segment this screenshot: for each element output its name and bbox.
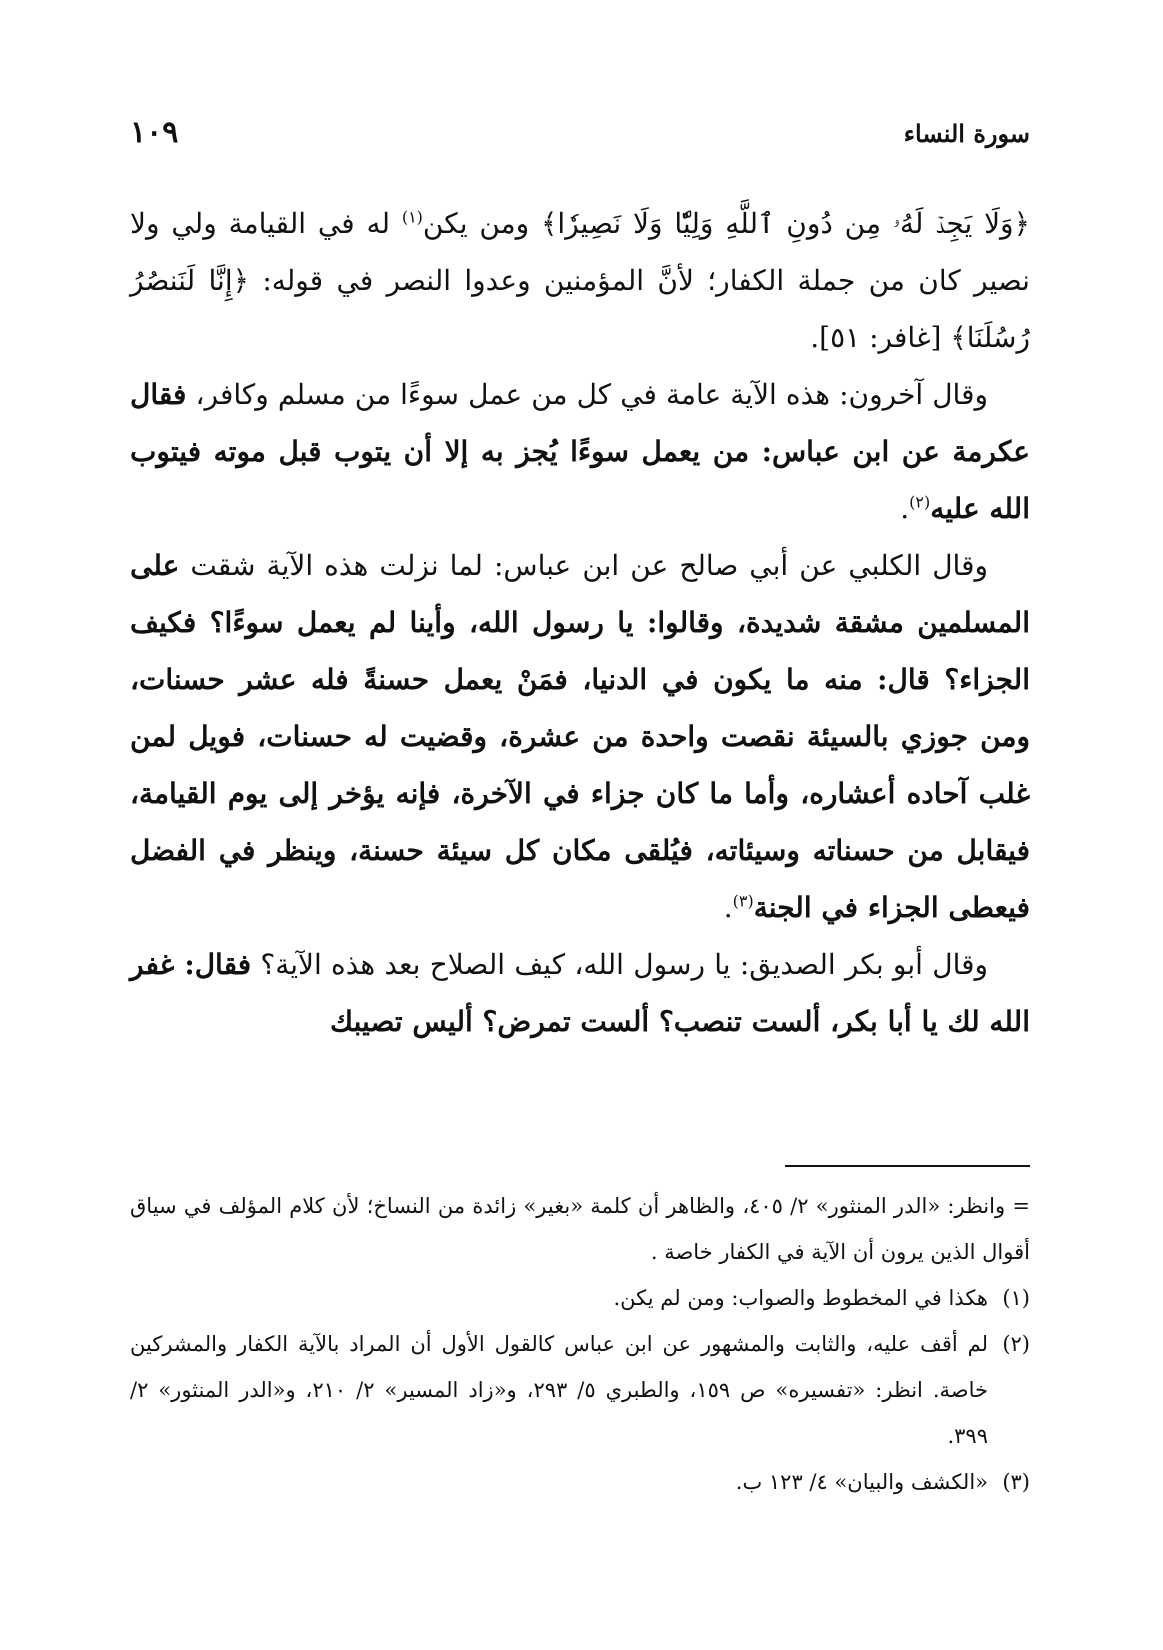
narration-text: على المسلمين مشقة شديدة، وقالوا: يا رسول الله، وأينا لم يعمل سوءًا؟ فكيف الجزاء؟ قال: منه ما يكون في الدنيا، فمَنْ يعمل حسنةً فله عشر حسنات، ومن جوزي بالسيئة نقصت واحدة من عشرة، وقضيت له حسنات، فويل لمن غلب آحاده أعشاره، وأما ما كان جزاء في الآخرة، فإنه يؤخر إلى يوم القيامة، فيقابل من حسناته وسيئاته، فيُلقى مكان كل سيئة حسنة، وينظر في الفضل فيعطى الجزاء في الجنة bbox=[130, 549, 1030, 924]
main-text bbox=[130, 195, 1030, 1050]
paragraph-text: ومن يكن bbox=[422, 207, 542, 240]
paragraph-4 bbox=[130, 936, 1030, 1050]
footnote-text: هكذا في المخطوط والصواب: ومن لم يكن. bbox=[613, 1286, 988, 1310]
paragraph-1 bbox=[130, 195, 1030, 366]
page-number: ١٠٩ bbox=[130, 115, 179, 150]
paragraph-text: وقال آخرون: هذه الآية عامة في كل من عمل سوءًا من مسلم وكافر، bbox=[186, 378, 988, 411]
paragraph-text: . bbox=[900, 492, 910, 525]
page-header bbox=[130, 115, 1030, 175]
footnote-1 bbox=[130, 1275, 1030, 1321]
footnote-number: (٣) bbox=[1002, 1470, 1030, 1494]
footnote-text: لم أقف عليه، والثابت والمشهور عن ابن عباس كالقول الأول أن المراد بالآية الكفار والمشركين خاصة. انظر: «تفسيره» ص ١٥٩، والطبري ٥/ ٢٩٣، و«زاد المسير» ٢/ ٢١٠، و«الدر المنثور» ٢/ ٣٩٩. bbox=[130, 1332, 989, 1448]
narration-text: فقال: غفر الله لك يا أبا بكر، ألست تنصب؟ ألست تمرض؟ أليس تصيبك bbox=[130, 948, 1030, 1038]
footnote-separator bbox=[785, 1165, 1030, 1167]
quran-verse: ﴿وَلَا يَجِدۡ لَهُۥ مِن دُونِ ٱللَّهِ وَلِيّٗا وَلَا نَصِيرٗا﴾ bbox=[541, 207, 1030, 240]
footnote-ref-1: (١) bbox=[401, 207, 423, 227]
book-page bbox=[130, 115, 1030, 1494]
footnote-number: (٢) bbox=[1002, 1332, 1030, 1356]
verse-citation: [غافر: ٥١]. bbox=[810, 321, 951, 354]
paragraph-3 bbox=[130, 537, 1030, 936]
paragraph-text: . bbox=[723, 891, 733, 924]
footnote-number: (١) bbox=[1002, 1286, 1030, 1310]
footnote-ref-3: (٣) bbox=[732, 891, 754, 911]
paragraph-2 bbox=[130, 366, 1030, 537]
quran-verse: ﴿إِنَّا لَنَنصُرُ رُسُلَنَا﴾ bbox=[130, 264, 1030, 354]
footnote-continued: = وانظر: «الدر المنثور» ٢/ ٤٠٥، والظاهر أن كلمة «بغير» زائدة من النساخ؛ لأن كلام المؤلف في سياق أقوال الذين يرون أن الآية في الكفار خاصة . bbox=[130, 1194, 1030, 1264]
paragraph-text: وقال أبو بكر الصديق: يا رسول الله، كيف الصلاح بعد هذه الآية؟ bbox=[251, 948, 989, 981]
footnote-3 bbox=[130, 1459, 1030, 1505]
footnote-text: «الكشف والبيان» ٤/ ١٢٣ ب. bbox=[735, 1470, 988, 1494]
footnote-ref-2: (٢) bbox=[909, 492, 931, 512]
running-title: سورة النساء bbox=[903, 119, 1030, 148]
narration-text: فقال عكرمة عن ابن عباس: من يعمل سوءًا يُجز به إلا أن يتوب قبل موته فيتوب الله عليه bbox=[130, 378, 1030, 525]
paragraph-text: له في القيامة ولي ولا نصير كان من جملة الكفار؛ لأنَّ المؤمنين وعدوا النصر في قوله: bbox=[130, 207, 1030, 297]
footnote-2 bbox=[130, 1321, 1030, 1459]
paragraph-text: وقال الكلبي عن أبي صالح عن ابن عباس: لما نزلت هذه الآية شقت bbox=[179, 549, 988, 582]
footnotes bbox=[130, 1183, 1030, 1505]
